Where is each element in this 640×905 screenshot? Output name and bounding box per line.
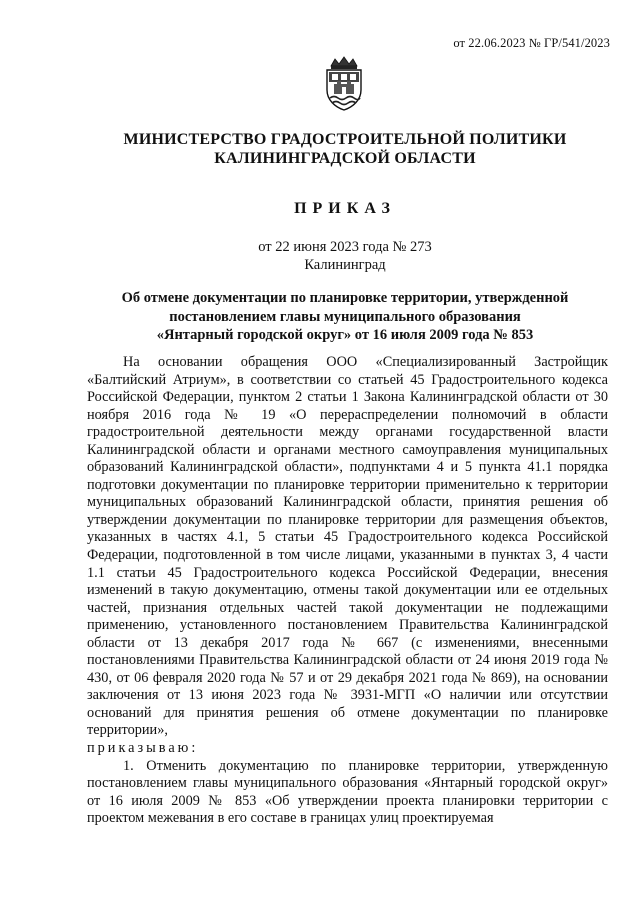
registration-number: от 22.06.2023 № ГР/541/2023 [453, 36, 610, 50]
order-subject-line-2: постановлением главы муниципального образования [169, 308, 521, 325]
body-paragraph-basis: На основании обращения ООО «Специализированный Застройщик «Балтийский Атриум», в соответствии со статьей 45 Градостроительного кодекса Российской Федерации, пунктом 2 статьи 1 Закона Калининградской области от 30 ноября 2016 года № 19 «О перераспределении полномочий в области градостроительной деятельности между органами государственной власти Калининградской области и органами местного самоуправления муниципальных образований Калининградской области», подпунктами 4 и 5 пункта 41.1 порядка подготовки документации по планировке территории применительно к территории муниципальных образований Калининградской области, принятия решения об утверждении документации по планировке территории для размещения объектов, указанных в частях 4.1, 5 статьи 45 Градостроительного кодекса Российской Федерации, подготовленной в том числе лицами, указанными в пунктах 3, 4 части 1.1 статьи 45 Градостроительного кодекса Российской Федерации, внесения изменений в такую документацию, отмены такой документации или ее отдельных частей, признания отдельных частей такой документации не подлежащими применению, установленного постановлением Правительства Калининградской области от 13 декабря 2017 года № 667 (с изменениями, внесенными постановлениями Правительства Калининградской области от 24 июня 2019 года № 430, от 06 февраля 2020 года № 57 и от 29 декабря 2021 года № 869), на основании заключения от 13 июня 2023 года № 3931-МГП «О наличии или отсутствии оснований для принятия решения об отмене документации по планировке территории», [87, 354, 608, 739]
body-paragraph-item-1: 1. Отменить документацию по планировке территории, утвержденную постановлением главы муниципального образования «Янтарный городской округ» от 16 июля 2009 № 853 «Об утверждении проекта планировки территории с проектом межевания в его составе в границах улиц проектируемая [87, 757, 608, 827]
order-subject-line-3: «Янтарный городской округ» от 16 июля 2009 года № 853 [156, 327, 534, 343]
order-title: ПРИКАЗ [294, 200, 396, 217]
order-body [87, 354, 608, 828]
order-subject [60, 289, 630, 345]
decree-word: приказываю: [87, 740, 199, 757]
order-city: Калининград [304, 257, 386, 273]
ministry-name-line-2: КАЛИНИНГРАДСКОЙ ОБЛАСТИ [214, 150, 476, 167]
ministry-name [60, 130, 630, 168]
order-subject-line-1: Об отмене документации по планировке территории, утвержденной [121, 290, 569, 306]
order-date-line: от 22 июня 2023 года № 273 [258, 239, 432, 255]
kaliningrad-coat-of-arms-icon [319, 56, 369, 112]
ministry-name-line-1: МИНИСТЕРСТВО ГРАДОСТРОИТЕЛЬНОЙ ПОЛИТИКИ [123, 131, 567, 148]
order-date-block [60, 238, 630, 274]
